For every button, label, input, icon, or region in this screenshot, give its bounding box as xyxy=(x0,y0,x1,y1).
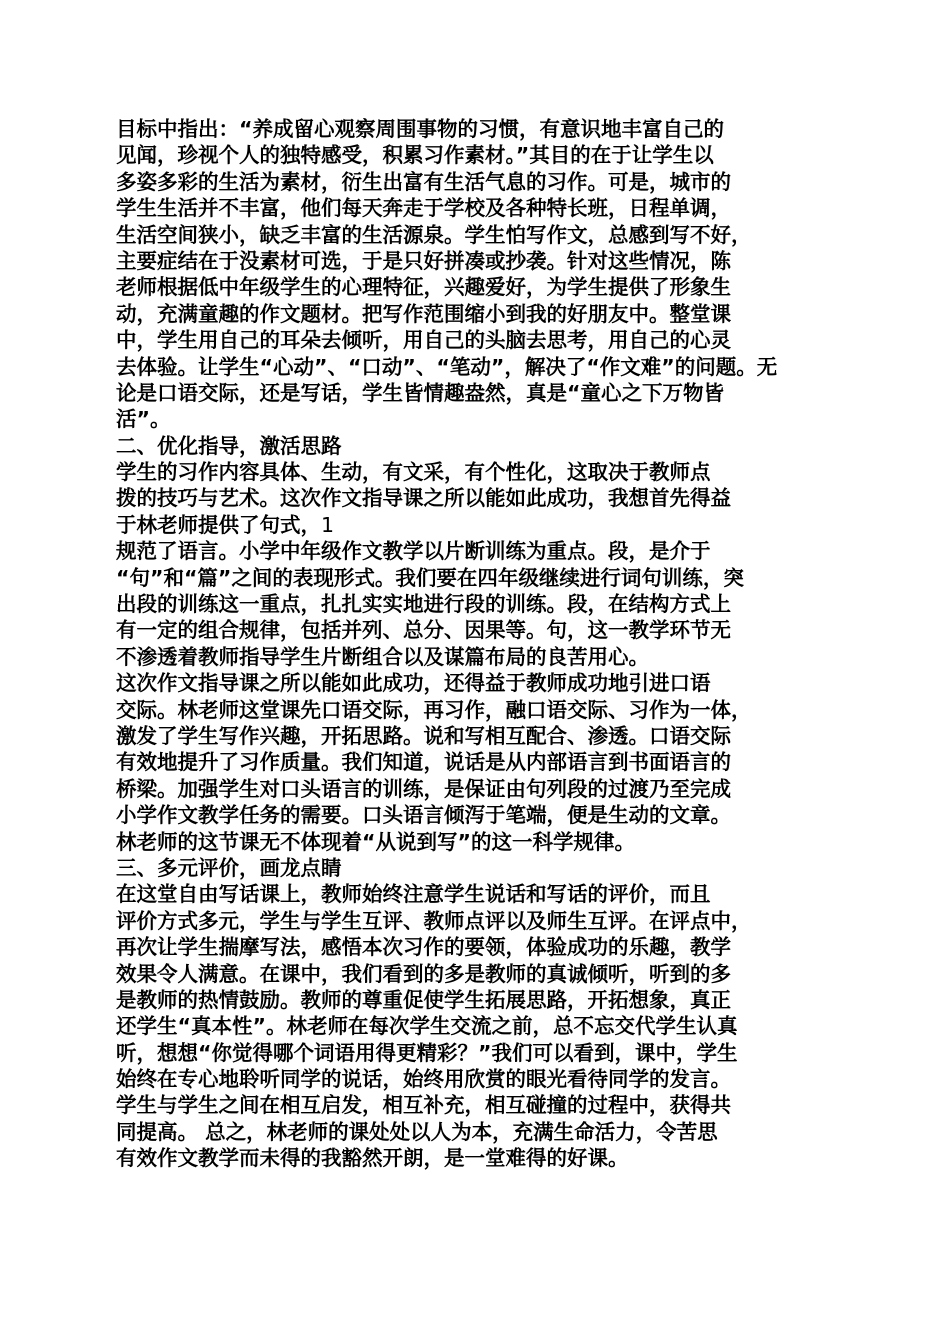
text-line: “句”和“篇”之间的表现形式。我们要在四年级继续进行词句训练，突 xyxy=(116,565,744,590)
text-line: 中，学生用自己的耳朵去倾听，用自己的头脑去思考，用自己的心灵 xyxy=(116,328,731,353)
text-line: 出段的训练这一重点，扎扎实实地进行段的训练。段，在结构方式上 xyxy=(116,592,731,617)
text-line: 于林老师提供了句式， xyxy=(116,512,321,537)
section-heading: 二、优化指导，激活思路 xyxy=(116,433,342,458)
text-line: 效果令人满意。在课中，我们看到的多是教师的真诚倾听，听到的多 xyxy=(116,961,731,986)
text-line: 交际。林老师这堂课先口语交际，再习作，融口语交际、习作为一体， xyxy=(116,697,752,722)
text-line: 小学作文教学任务的需要。口头语言倾泻于笔端，便是生动的文章。 xyxy=(116,803,731,828)
text-line: 听，想想“你觉得哪个词语用得更精彩？”我们可以看到，课中，学生 xyxy=(116,1040,738,1065)
text-line: 论是口语交际，还是写话，学生皆情趣盎然，真是“童心之下万物皆 xyxy=(116,380,724,405)
text-line-with-page-number xyxy=(116,512,842,538)
text-line: 有效地提升了习作质量。我们知道，说话是从内部语言到书面语言的 xyxy=(116,750,731,775)
text-line: 生活空间狭小，缺乏丰富的生活源泉。学生怕写作文，总感到写不好， xyxy=(116,222,752,247)
text-line: 是教师的热情鼓励。教师的尊重促使学生拓展思路，开拓想象，真正 xyxy=(116,987,731,1012)
text-line: 目标中指出：“养成留心观察周围事物的习惯，有意识地丰富自己的 xyxy=(116,117,724,141)
text-line: 去体验。让学生“心动”、“口动”、“笔动”，解决了“作文难”的问题。无 xyxy=(116,354,778,379)
text-line: 见闻，珍视个人的独特感受，积累习作素材。”其目的在于让学生以 xyxy=(116,143,714,168)
text-line: 活”。 xyxy=(116,407,171,432)
text-line: 老师根据低中年级学生的心理特征，兴趣爱好，为学生提供了形象生 xyxy=(116,275,731,300)
text-line: 主要症结在于没素材可选，于是只好拼凑或抄袭。针对这些情况，陈 xyxy=(116,248,731,273)
text-line: 规范了语言。小学中年级作文教学以片断训练为重点。段，是介于 xyxy=(116,539,711,564)
text-line: 还学生“真本性”。林老师在每次学生交流之前，总不忘交代学生认真 xyxy=(116,1014,738,1039)
text-line: 在这堂自由写话课上，教师始终注意学生说话和写话的评价，而且 xyxy=(116,882,711,907)
text-line: 林老师的这节课无不体现着“从说到写”的这一科学规律。 xyxy=(116,829,635,854)
text-line: 不渗透着教师指导学生片断组合以及谋篇布局的良苦用心。 xyxy=(116,644,649,669)
text-line: 学生生活并不丰富，他们每天奔走于学校及各种特长班，日程单调， xyxy=(116,196,731,221)
text-line: 动，充满童趣的作文题材。把写作范围缩小到我的好朋友中。整堂课 xyxy=(116,301,731,326)
text-line: 有一定的组合规律，包括并列、总分、因果等。句，这一教学环节无 xyxy=(116,618,731,643)
text-line: 学生与学生之间在相互启发，相互补充，相互碰撞的过程中，获得共 xyxy=(116,1093,731,1118)
document-page xyxy=(116,116,842,1172)
text-line: 拨的技巧与艺术。这次作文指导课之所以能如此成功，我想首先得益 xyxy=(116,486,731,511)
text-line: 这次作文指导课之所以能如此成功，还得益于教师成功地引进口语 xyxy=(116,671,711,696)
text-line: 激发了学生写作兴趣，开拓思路。说和写相互配合、渗透。口语交际 xyxy=(116,723,731,748)
section-heading: 三、多元评价，画龙点睛 xyxy=(116,855,342,880)
text-line: 同提高。 总之，林老师的课处处以人为本，充满生命活力，令苦思 xyxy=(116,1119,718,1144)
page-number: 1 xyxy=(321,512,335,537)
text-line: 学生的习作内容具体、生动，有文采，有个性化，这取决于教师点 xyxy=(116,460,711,485)
text-line: 有效作文教学而未得的我豁然开朗，是一堂难得的好课。 xyxy=(116,1146,629,1171)
text-line: 评价方式多元，学生与学生互评、教师点评以及师生互评。在评点中， xyxy=(116,908,752,933)
text-line: 始终在专心地聆听同学的说话，始终用欣赏的眼光看待同学的发言。 xyxy=(116,1067,731,1092)
text-line: 多姿多彩的生活为素材，衍生出富有生活气息的习作。可是，城市的 xyxy=(116,169,731,194)
text-line: 再次让学生揣摩写法，感悟本次习作的要领，体验成功的乐趣，教学 xyxy=(116,935,731,960)
text-line: 桥梁。加强学生对口头语言的训练，是保证由句列段的过渡乃至完成 xyxy=(116,776,731,801)
